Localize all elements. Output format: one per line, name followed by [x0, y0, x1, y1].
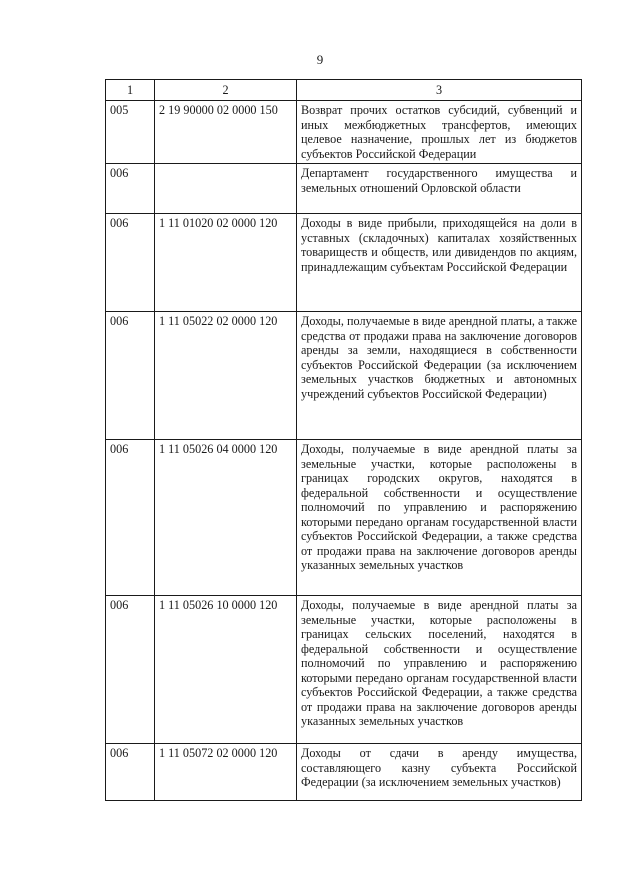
table-row: [106, 744, 582, 801]
admin-code-cell: 006: [106, 744, 155, 801]
column-header-1: 1: [106, 80, 155, 101]
admin-code-cell: 006: [106, 312, 155, 440]
budget-code-cell: 1 11 01020 02 0000 120: [155, 214, 297, 312]
description-cell: Доходы от сдачи в аренду имущества, составляющего казну субъекта Российской Федерации (за исключением земельных участков): [297, 744, 582, 801]
column-header-2: 2: [155, 80, 297, 101]
admin-code-cell: 006: [106, 164, 155, 214]
table-header-row: [106, 80, 582, 101]
description-cell: Департамент государственного имущества и земельных отношений Орловской области: [297, 164, 582, 214]
table-row: [106, 440, 582, 596]
page-number: 9: [316, 52, 324, 67]
table-row: [106, 214, 582, 312]
description-cell: Возврат прочих остатков субсидий, субвенций и иных межбюджетных трансфертов, имеющих целевое назначение, прошлых лет из бюджетов субъектов Российской Федерации: [297, 101, 582, 164]
budget-code-cell: 2 19 90000 02 0000 150: [155, 101, 297, 164]
budget-code-cell: [155, 164, 297, 214]
budget-code-cell: 1 11 05026 10 0000 120: [155, 596, 297, 744]
description-cell: Доходы в виде прибыли, приходящейся на доли в уставных (складочных) капиталах хозяйственных товариществ и обществ, или дивидендов по акциям, принадлежащим субъектам Российской Федерации: [297, 214, 582, 312]
budget-codes-table: [105, 79, 582, 801]
budget-code-cell: 1 11 05026 04 0000 120: [155, 440, 297, 596]
table-row: [106, 164, 582, 214]
admin-code-cell: 006: [106, 596, 155, 744]
description-cell: Доходы, получаемые в виде арендной платы за земельные участки, которые расположены в границах городских округов, находятся в федеральной собственности и осуществление полномочий по управлению и распоряжению которыми передано органам государственной власти субъектов Российской Федерации, а также средства от продажи права на заключение договоров аренды указанных земельных участков: [297, 440, 582, 596]
description-cell: Доходы, получаемые в виде арендной платы, а также средства от продажи права на заключение договоров аренды за земли, находящиеся в собственности субъектов Российской Федерации (за исключением земельных участков бюджетных и автономных учреждений субъектов Российской Федерации): [297, 312, 582, 440]
budget-code-cell: 1 11 05022 02 0000 120: [155, 312, 297, 440]
table-row: [106, 101, 582, 164]
admin-code-cell: 005: [106, 101, 155, 164]
admin-code-cell: 006: [106, 214, 155, 312]
admin-code-cell: 006: [106, 440, 155, 596]
budget-code-cell: 1 11 05072 02 0000 120: [155, 744, 297, 801]
table-row: [106, 312, 582, 440]
description-cell: Доходы, получаемые в виде арендной платы за земельные участки, которые расположены в границах сельских поселений, находятся в федеральной собственности и осуществление полномочий по управлению и распоряжению которыми передано органам государственной власти субъектов Российской Федерации, а также средства от продажи права на заключение договоров аренды указанных земельных участков: [297, 596, 582, 744]
column-header-3: 3: [297, 80, 582, 101]
table-row: [106, 596, 582, 744]
